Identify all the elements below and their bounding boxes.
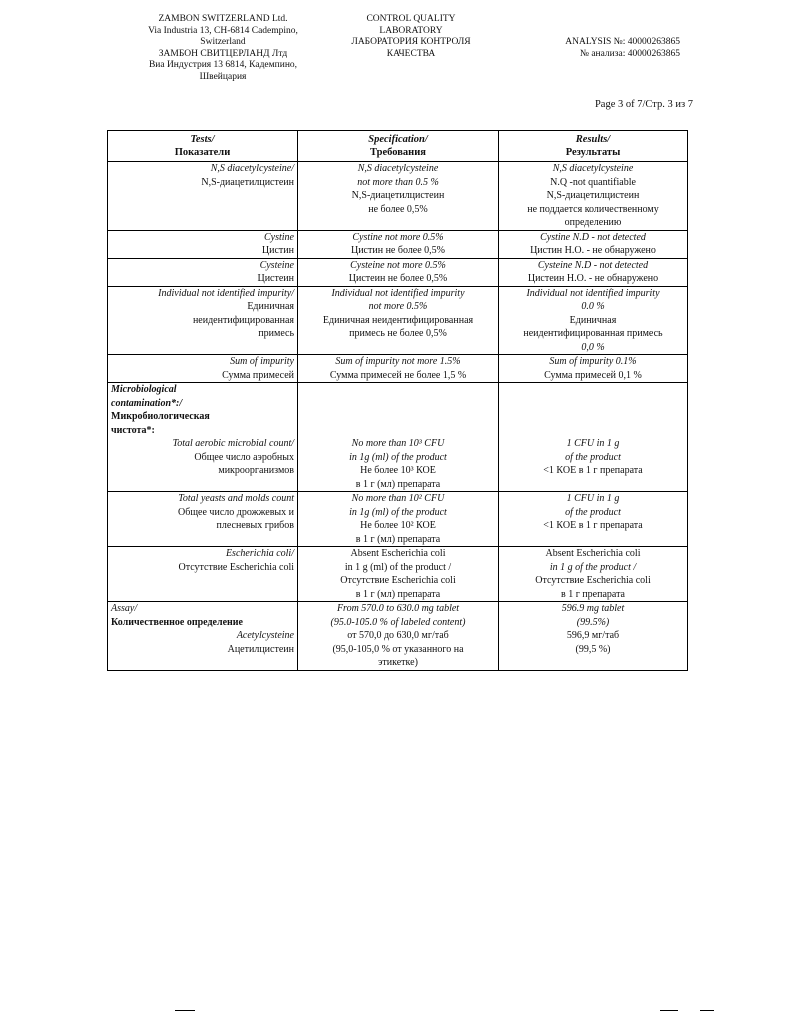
spec-cell: Cysteine not more 0.5% Цистеин не более 0,5%	[298, 258, 499, 286]
company-line: Швейцария	[199, 71, 247, 82]
page-number: Page 3 of 7/Стр. 3 из 7	[594, 99, 693, 110]
table-row	[108, 258, 688, 286]
table-row	[108, 602, 688, 671]
table-row	[108, 437, 688, 492]
table-row	[108, 162, 688, 231]
company-line: ЗАМБОН СВИТЦЕРЛАНД Лтд	[158, 48, 288, 59]
lab-line: КАЧЕСТВА	[386, 48, 436, 59]
lab-title	[336, 14, 486, 60]
table-header-row	[108, 131, 688, 162]
test-cell: Cystine Цистин	[108, 230, 298, 258]
lab-line: LABORATORY	[379, 25, 443, 36]
spec-cell: Sum of impurity not more 1.5% Сумма примесей не более 1,5 %	[298, 355, 499, 383]
result-cell: Cysteine N.D - not detected Цистеин Н.О. - не обнаружено	[499, 258, 688, 286]
analysis-line: ANALYSIS №: 40000263865	[565, 37, 680, 47]
table-row	[108, 286, 688, 355]
test-cell: Individual not identified impurity/ Единичная неидентифицированная примесь	[108, 286, 298, 355]
analysis-number	[520, 14, 680, 60]
spec-cell: From 570.0 to 630.0 mg tablet (95.0-105.0 % of labeled content) от 570,0 до 630,0 мг/таб (95,0-105,0 % от указанного на этикетке)	[298, 602, 499, 671]
table-row	[108, 230, 688, 258]
result-cell: Individual not identified impurity 0.0 % Единичная неидентифицированная примесь 0,0 %	[499, 286, 688, 355]
spec-cell: No more than 10² CFU in 1g (ml) of the product Не более 10² КОЕ в 1 г (мл) препарата	[298, 492, 499, 547]
tests-header: Tests/ Показатели	[108, 131, 298, 162]
company-line: Via Industria 13, CH-6814 Cadempino,	[148, 25, 298, 36]
result-cell	[499, 383, 688, 438]
company-line: Switzerland	[200, 37, 246, 47]
spec-cell: No more than 10³ CFU in 1g (ml) of the product Не более 10³ КОЕ в 1 г (мл) препарата	[298, 437, 499, 492]
result-cell: Cystine N.D - not detected Цистин Н.О. - не обнаружено	[499, 230, 688, 258]
spec-cell: Individual not identified impurity not more 0.5% Единичная неидентифицированная примесь не более 0,5%	[298, 286, 499, 355]
result-cell: Absent Escherichia coli in 1 g of the product / Отсутствие Escherichia coli в 1 г препарата	[499, 547, 688, 602]
analysis-line: № анализа: 40000263865	[579, 48, 680, 59]
spec-cell: Cystine not more 0.5% Цистин не более 0,5%	[298, 230, 499, 258]
test-cell: N,S diacetylcysteine/ N,S-диацетилцистеин	[108, 162, 298, 231]
test-cell: Escherichia coli/ Отсутствие Escherichia coli	[108, 547, 298, 602]
specification-header: Specification/ Требования	[298, 131, 499, 162]
company-address	[118, 14, 328, 83]
table-row	[108, 547, 688, 602]
table-row	[108, 355, 688, 383]
section-title: Microbiological contamination*:/ Микробиологическая чистота*:	[108, 383, 298, 438]
spec-cell: Absent Escherichia coli in 1 g (ml) of the product / Отсутствие Escherichia coli в 1 г (мл) препарата	[298, 547, 499, 602]
spec-cell	[298, 383, 499, 438]
result-cell: N,S diacetylcysteine N.Q -not quantifiable N,S-диацетилцистеин не поддается количественному определению	[499, 162, 688, 231]
table-row	[108, 492, 688, 547]
result-cell: 596.9 mg tablet (99.5%) 596,9 мг/таб (99,5 %)	[499, 602, 688, 671]
lab-line: ЛАБОРАТОРИЯ КОНТРОЛЯ	[351, 37, 471, 47]
company-line: Виа Индустрия 13 6814, Кадемпино,	[148, 60, 298, 70]
lab-line: CONTROL QUALITY	[366, 14, 456, 24]
result-cell: 1 CFU in 1 g of the product <1 КОЕ в 1 г препарата	[499, 492, 688, 547]
footer-mark	[660, 1010, 678, 1011]
results-table	[107, 130, 688, 671]
test-cell: Total yeasts and molds count Общее число дрожжевых и плесневых грибов	[108, 492, 298, 547]
section-row-microbiological	[108, 383, 688, 438]
test-cell: Sum of impurity Сумма примесей	[108, 355, 298, 383]
footer-mark	[175, 1010, 195, 1011]
company-line: ZAMBON SWITZERLAND Ltd.	[158, 14, 288, 24]
result-cell: 1 CFU in 1 g of the product <1 КОЕ в 1 г препарата	[499, 437, 688, 492]
results-header: Results/ Результаты	[499, 131, 688, 162]
test-cell: Total aerobic microbial count/ Общее число аэробных микроорганизмов	[108, 437, 298, 492]
result-cell: Sum of impurity 0.1% Сумма примесей 0,1 %	[499, 355, 688, 383]
footer-mark	[700, 1010, 714, 1011]
test-cell: Cysteine Цистеин	[108, 258, 298, 286]
spec-cell: N,S diacetylcysteine not more than 0.5 % N,S-диацетилцистеин не более 0,5%	[298, 162, 499, 231]
test-cell: Assay/ Количественное определение Acetylcysteine Ацетилцистеин	[108, 602, 298, 671]
